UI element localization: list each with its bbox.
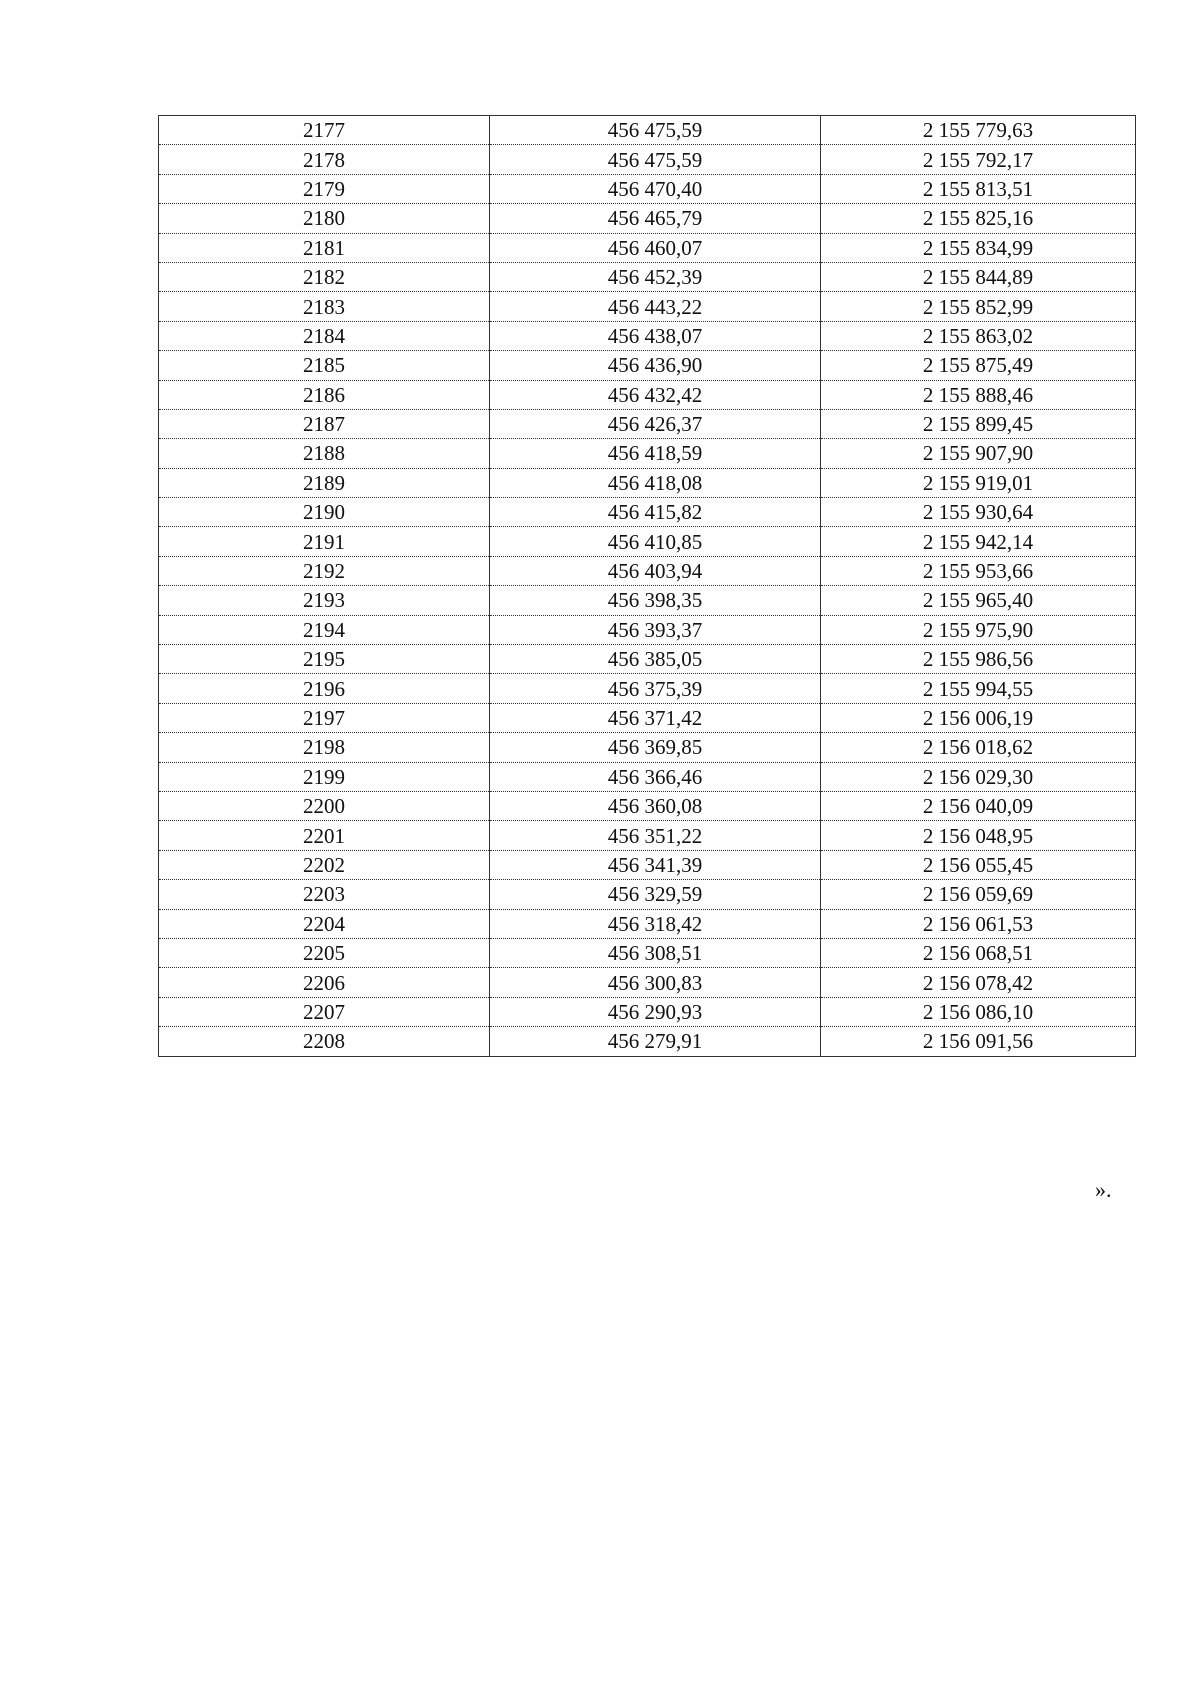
point-number-cell: 2206 xyxy=(159,968,490,997)
y-coordinate-cell: 2 156 059,69 xyxy=(821,880,1136,909)
point-number-cell: 2205 xyxy=(159,938,490,967)
x-coordinate-cell: 456 329,59 xyxy=(490,880,821,909)
table-row xyxy=(159,703,1136,732)
x-coordinate-cell: 456 475,59 xyxy=(490,145,821,174)
point-number-cell: 2201 xyxy=(159,821,490,850)
table-row xyxy=(159,762,1136,791)
table-row xyxy=(159,615,1136,644)
x-coordinate-cell: 456 371,42 xyxy=(490,703,821,732)
x-coordinate-cell: 456 460,07 xyxy=(490,233,821,262)
table-row xyxy=(159,968,1136,997)
closing-quote-mark: ». xyxy=(1095,1177,1112,1202)
point-number-cell: 2202 xyxy=(159,850,490,879)
y-coordinate-cell: 2 155 994,55 xyxy=(821,674,1136,703)
x-coordinate-cell: 456 418,59 xyxy=(490,439,821,468)
y-coordinate-cell: 2 155 825,16 xyxy=(821,204,1136,233)
x-coordinate-cell: 456 410,85 xyxy=(490,527,821,556)
y-coordinate-cell: 2 155 975,90 xyxy=(821,615,1136,644)
point-number-cell: 2200 xyxy=(159,791,490,820)
x-coordinate-cell: 456 366,46 xyxy=(490,762,821,791)
y-coordinate-cell: 2 155 779,63 xyxy=(821,116,1136,145)
point-number-cell: 2186 xyxy=(159,380,490,409)
point-number-cell: 2203 xyxy=(159,880,490,909)
y-coordinate-cell: 2 156 006,19 xyxy=(821,703,1136,732)
point-number-cell: 2207 xyxy=(159,997,490,1026)
y-coordinate-cell: 2 155 907,90 xyxy=(821,439,1136,468)
y-coordinate-cell: 2 155 852,99 xyxy=(821,292,1136,321)
table-row xyxy=(159,556,1136,585)
table-row xyxy=(159,791,1136,820)
x-coordinate-cell: 456 375,39 xyxy=(490,674,821,703)
point-number-cell: 2184 xyxy=(159,321,490,350)
x-coordinate-cell: 456 341,39 xyxy=(490,850,821,879)
x-coordinate-cell: 456 393,37 xyxy=(490,615,821,644)
x-coordinate-cell: 456 300,83 xyxy=(490,968,821,997)
y-coordinate-cell: 2 155 919,01 xyxy=(821,468,1136,497)
table-row xyxy=(159,821,1136,850)
table-row xyxy=(159,204,1136,233)
y-coordinate-cell: 2 155 863,02 xyxy=(821,321,1136,350)
table-row xyxy=(159,233,1136,262)
point-number-cell: 2190 xyxy=(159,498,490,527)
y-coordinate-cell: 2 156 029,30 xyxy=(821,762,1136,791)
x-coordinate-cell: 456 369,85 xyxy=(490,733,821,762)
table-row xyxy=(159,733,1136,762)
table-row xyxy=(159,380,1136,409)
y-coordinate-cell: 2 155 930,64 xyxy=(821,498,1136,527)
point-number-cell: 2181 xyxy=(159,233,490,262)
x-coordinate-cell: 456 443,22 xyxy=(490,292,821,321)
point-number-cell: 2183 xyxy=(159,292,490,321)
x-coordinate-cell: 456 290,93 xyxy=(490,997,821,1026)
table-row xyxy=(159,938,1136,967)
x-coordinate-cell: 456 415,82 xyxy=(490,498,821,527)
x-coordinate-cell: 456 385,05 xyxy=(490,645,821,674)
table-row xyxy=(159,262,1136,291)
x-coordinate-cell: 456 308,51 xyxy=(490,938,821,967)
table-row xyxy=(159,645,1136,674)
x-coordinate-cell: 456 426,37 xyxy=(490,409,821,438)
x-coordinate-cell: 456 418,08 xyxy=(490,468,821,497)
table-row xyxy=(159,351,1136,380)
y-coordinate-cell: 2 156 055,45 xyxy=(821,850,1136,879)
point-number-cell: 2198 xyxy=(159,733,490,762)
y-coordinate-cell: 2 155 986,56 xyxy=(821,645,1136,674)
point-number-cell: 2178 xyxy=(159,145,490,174)
x-coordinate-cell: 456 403,94 xyxy=(490,556,821,585)
point-number-cell: 2189 xyxy=(159,468,490,497)
table-row xyxy=(159,292,1136,321)
table-row xyxy=(159,674,1136,703)
table-row xyxy=(159,409,1136,438)
y-coordinate-cell: 2 155 834,99 xyxy=(821,233,1136,262)
x-coordinate-cell: 456 475,59 xyxy=(490,116,821,145)
y-coordinate-cell: 2 156 078,42 xyxy=(821,968,1136,997)
y-coordinate-cell: 2 156 040,09 xyxy=(821,791,1136,820)
point-number-cell: 2177 xyxy=(159,116,490,145)
table-row xyxy=(159,586,1136,615)
y-coordinate-cell: 2 155 813,51 xyxy=(821,174,1136,203)
table-row xyxy=(159,468,1136,497)
coordinates-table xyxy=(158,115,1136,1057)
x-coordinate-cell: 456 351,22 xyxy=(490,821,821,850)
y-coordinate-cell: 2 156 018,62 xyxy=(821,733,1136,762)
y-coordinate-cell: 2 155 844,89 xyxy=(821,262,1136,291)
y-coordinate-cell: 2 156 068,51 xyxy=(821,938,1136,967)
point-number-cell: 2192 xyxy=(159,556,490,585)
x-coordinate-cell: 456 318,42 xyxy=(490,909,821,938)
point-number-cell: 2204 xyxy=(159,909,490,938)
point-number-cell: 2185 xyxy=(159,351,490,380)
y-coordinate-cell: 2 155 942,14 xyxy=(821,527,1136,556)
x-coordinate-cell: 456 436,90 xyxy=(490,351,821,380)
table-row xyxy=(159,321,1136,350)
y-coordinate-cell: 2 156 086,10 xyxy=(821,997,1136,1026)
table-row xyxy=(159,174,1136,203)
table-row xyxy=(159,909,1136,938)
y-coordinate-cell: 2 155 888,46 xyxy=(821,380,1136,409)
table-row xyxy=(159,1027,1136,1056)
x-coordinate-cell: 456 360,08 xyxy=(490,791,821,820)
point-number-cell: 2187 xyxy=(159,409,490,438)
point-number-cell: 2179 xyxy=(159,174,490,203)
point-number-cell: 2188 xyxy=(159,439,490,468)
table-row xyxy=(159,498,1136,527)
x-coordinate-cell: 456 279,91 xyxy=(490,1027,821,1056)
y-coordinate-cell: 2 156 091,56 xyxy=(821,1027,1136,1056)
y-coordinate-cell: 2 155 953,66 xyxy=(821,556,1136,585)
x-coordinate-cell: 456 470,40 xyxy=(490,174,821,203)
x-coordinate-cell: 456 432,42 xyxy=(490,380,821,409)
coordinates-table-body xyxy=(159,116,1136,1057)
y-coordinate-cell: 2 156 048,95 xyxy=(821,821,1136,850)
x-coordinate-cell: 456 438,07 xyxy=(490,321,821,350)
point-number-cell: 2197 xyxy=(159,703,490,732)
table-row xyxy=(159,439,1136,468)
point-number-cell: 2195 xyxy=(159,645,490,674)
table-row xyxy=(159,880,1136,909)
table-row xyxy=(159,997,1136,1026)
y-coordinate-cell: 2 155 965,40 xyxy=(821,586,1136,615)
table-row xyxy=(159,527,1136,556)
point-number-cell: 2182 xyxy=(159,262,490,291)
point-number-cell: 2199 xyxy=(159,762,490,791)
point-number-cell: 2194 xyxy=(159,615,490,644)
x-coordinate-cell: 456 465,79 xyxy=(490,204,821,233)
point-number-cell: 2208 xyxy=(159,1027,490,1056)
table-row xyxy=(159,850,1136,879)
table-row xyxy=(159,116,1136,145)
table-row xyxy=(159,145,1136,174)
point-number-cell: 2196 xyxy=(159,674,490,703)
point-number-cell: 2193 xyxy=(159,586,490,615)
y-coordinate-cell: 2 155 875,49 xyxy=(821,351,1136,380)
point-number-cell: 2191 xyxy=(159,527,490,556)
y-coordinate-cell: 2 155 792,17 xyxy=(821,145,1136,174)
point-number-cell: 2180 xyxy=(159,204,490,233)
y-coordinate-cell: 2 155 899,45 xyxy=(821,409,1136,438)
x-coordinate-cell: 456 452,39 xyxy=(490,262,821,291)
y-coordinate-cell: 2 156 061,53 xyxy=(821,909,1136,938)
x-coordinate-cell: 456 398,35 xyxy=(490,586,821,615)
